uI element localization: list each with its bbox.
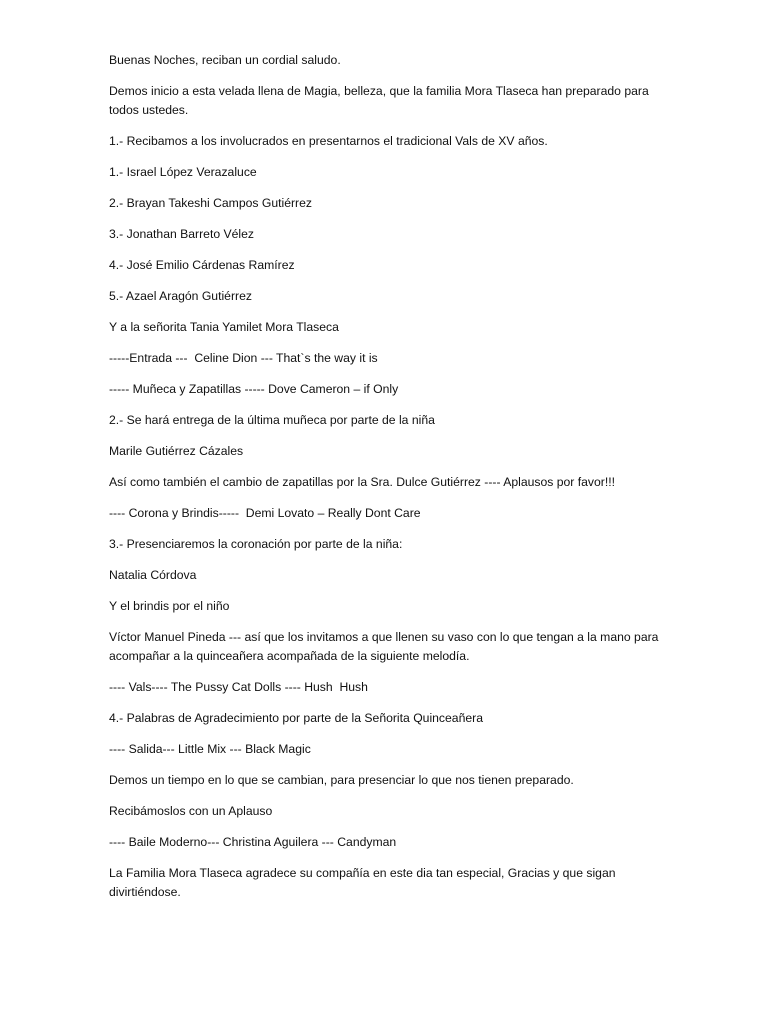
paragraph-applause: Recibámoslos con un Aplauso (109, 804, 273, 818)
paragraph-name-4: 4.- José Emilio Cárdenas Ramírez (109, 258, 295, 272)
paragraph-intro: Demos inicio a esta velada llena de Magia, belleza, que la familia Mora Tlaseca han preparado para todos ustedes. (109, 84, 653, 117)
document-body (109, 51, 662, 914)
paragraph-toast: Y el brindis por el niño (109, 599, 230, 613)
paragraph-song-crown: ---- Corona y Brindis----- Demi Lovato – Really Dont Care (109, 506, 421, 520)
paragraph-victor: Víctor Manuel Pineda --- así que los invitamos a que llenen su vaso con lo que tengan a la mano para acompañar a la quinceañera acompañada de la siguiente melodía. (109, 630, 662, 663)
paragraph-song-exit: ---- Salida--- Little Mix --- Black Magic (109, 742, 311, 756)
paragraph-song-waltz: ---- Vals---- The Pussy Cat Dolls ---- Hush Hush (109, 680, 368, 694)
paragraph-name-natalia: Natalia Córdova (109, 568, 197, 582)
paragraph-song-modern: ---- Baile Moderno--- Christina Aguilera --- Candyman (109, 835, 397, 849)
paragraph-shoes: Así como también el cambio de zapatillas por la Sra. Dulce Gutiérrez ---- Aplausos por favor!!! (109, 475, 615, 489)
paragraph-name-5: 5.- Azael Aragón Gutiérrez (109, 289, 252, 303)
paragraph-item-4: 4.- Palabras de Agradecimiento por parte de la Señorita Quinceañera (109, 711, 483, 725)
paragraph-item-1: 1.- Recibamos a los involucrados en presentarnos el tradicional Vals de XV años. (109, 134, 548, 148)
paragraph-name-2: 2.- Brayan Takeshi Campos Gutiérrez (109, 196, 312, 210)
paragraph-break: Demos un tiempo en lo que se cambian, para presenciar lo que nos tienen preparado. (109, 773, 574, 787)
paragraph-item-2: 2.- Se hará entrega de la última muñeca por parte de la niña (109, 413, 435, 427)
paragraph-song-entrance: -----Entrada --- Celine Dion --- That`s the way it is (109, 351, 378, 365)
paragraph-name-marile: Marile Gutiérrez Cázales (109, 444, 244, 458)
paragraph-greeting: Buenas Noches, reciban un cordial saludo. (109, 53, 341, 67)
paragraph-song-doll: ----- Muñeca y Zapatillas ----- Dove Cameron – if Only (109, 382, 399, 396)
paragraph-name-1: 1.- Israel López Verazaluce (109, 165, 257, 179)
paragraph-closing: La Familia Mora Tlaseca agradece su compañía en este dia tan especial, Gracias y que sigan divirtiéndose. (109, 866, 619, 899)
paragraph-name-3: 3.- Jonathan Barreto Vélez (109, 227, 254, 241)
paragraph-quinceanera: Y a la señorita Tania Yamilet Mora Tlaseca (109, 320, 339, 334)
paragraph-item-3: 3.- Presenciaremos la coronación por parte de la niña: (109, 537, 403, 551)
